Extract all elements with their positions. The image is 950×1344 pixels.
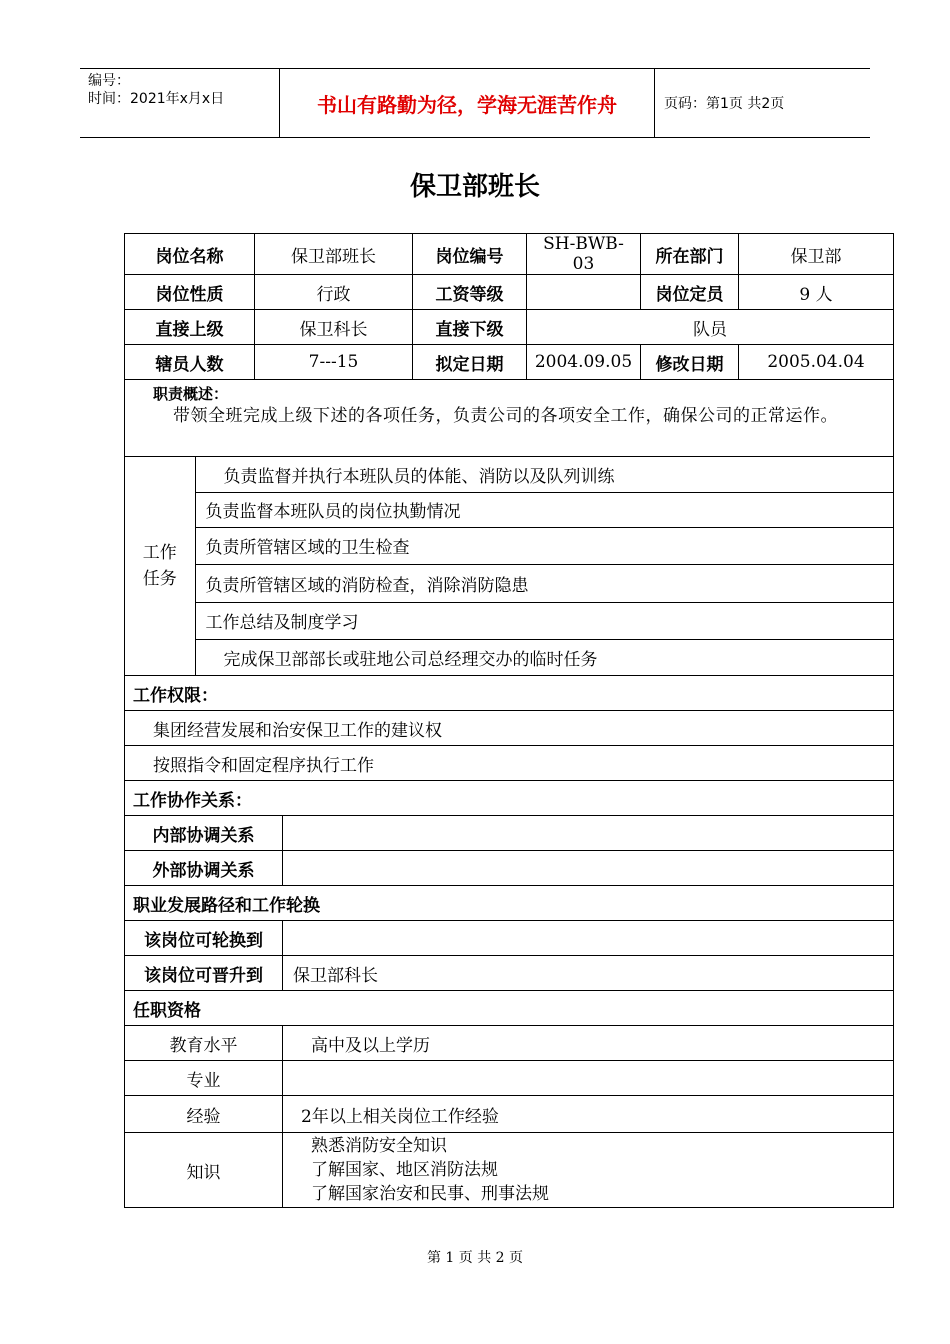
value-superior: 保卫科长 (255, 310, 413, 345)
tasks-table (125, 457, 893, 675)
header-meta (80, 69, 280, 137)
header-date: 时间：2021年x月x日 (88, 91, 225, 107)
authority-item: 集团经营发展和治安保卫工作的建议权 (125, 711, 894, 746)
promotion-label: 该岗位可晋升到 (125, 956, 283, 991)
label-subordinate: 直接下级 (413, 310, 527, 345)
label-position-code: 岗位编号 (413, 234, 527, 275)
task-item: 工作总结及制度学习 (195, 602, 893, 639)
authority-item: 按照指令和固定程序执行工作 (125, 746, 894, 781)
task-item: 负责监督本班队员的岗位执勤情况 (195, 492, 893, 527)
experience-value: 2年以上相关岗位工作经验 (283, 1096, 894, 1133)
experience-label: 经验 (125, 1096, 283, 1133)
tasks-cell (125, 457, 894, 676)
duty-summary-label: 职责概述： (153, 385, 229, 403)
external-coordination-label: 外部协调关系 (125, 851, 283, 886)
value-subordinate: 队员 (693, 319, 727, 340)
header-page-info: 页码：第1页 共2页 (664, 96, 785, 112)
education-value: 高中及以上学历 (283, 1026, 894, 1061)
major-value (283, 1061, 894, 1096)
rotation-value (283, 921, 894, 956)
value-position-nature: 行政 (255, 275, 413, 310)
label-drafted-date: 拟定日期 (413, 345, 527, 380)
value-salary-grade (527, 275, 641, 310)
value-headcount: 9 人 (739, 275, 894, 310)
label-headcount: 岗位定员 (641, 275, 739, 310)
duty-summary-text: 带领全班完成上级下述的各项任务，负责公司的各项安全工作，确保公司的正常运作。 (173, 406, 838, 426)
header-number-label: 编号： (88, 73, 130, 89)
page-footer: 第 1 页 共 2 页 (426, 1250, 524, 1266)
duty-summary-cell (125, 380, 894, 457)
label-staff-count: 辖员人数 (125, 345, 255, 380)
value-position-name: 保卫部班长 (255, 234, 413, 275)
label-revised-date: 修改日期 (641, 345, 739, 380)
label-department: 所在部门 (641, 234, 739, 275)
external-coordination-value (283, 851, 894, 886)
value-staff-count: 7---15 (255, 345, 413, 380)
value-revised-date: 2005.04.04 (739, 345, 894, 380)
tasks-label (125, 457, 195, 675)
label-salary-grade: 工资等级 (413, 275, 527, 310)
education-label: 教育水平 (125, 1026, 283, 1061)
major-label: 专业 (125, 1061, 283, 1096)
task-item: 完成保卫部部长或驻地公司总经理交办的临时任务 (223, 649, 598, 670)
knowledge-label: 知识 (125, 1133, 283, 1208)
label-position-name: 岗位名称 (125, 234, 255, 275)
qualification-label: 任职资格 (125, 991, 894, 1026)
knowledge-cell (283, 1133, 894, 1208)
tasks-label-line-1: 工作 (142, 543, 177, 563)
knowledge-item: 了解国家、地区消防法规 (311, 1160, 498, 1180)
header-motto: 书山有路勤为径，学海无涯苦作舟 (280, 69, 655, 137)
internal-coordination-value (283, 816, 894, 851)
value-department: 保卫部 (739, 234, 894, 275)
subordinate-cell (527, 310, 894, 345)
page-title: 保卫部班长 (409, 172, 540, 202)
label-superior: 直接上级 (125, 310, 255, 345)
cooperation-label: 工作协作关系： (125, 781, 894, 816)
knowledge-item: 了解国家治安和民事、刑事法规 (311, 1184, 549, 1204)
job-description-table (124, 233, 894, 1208)
task-item: 负责监督并执行本班队员的体能、消防以及队列训练 (195, 457, 893, 492)
task-item: 负责所管辖区域的卫生检查 (195, 527, 893, 564)
task-item: 负责所管辖区域的消防检查，消除消防隐患 (195, 564, 893, 602)
knowledge-item: 熟悉消防安全知识 (311, 1136, 447, 1156)
internal-coordination-label: 内部协调关系 (125, 816, 283, 851)
value-drafted-date: 2004.09.05 (527, 345, 641, 380)
value-position-code: SH-BWB-03 (527, 234, 641, 275)
rotation-label: 该岗位可轮换到 (125, 921, 283, 956)
tasks-label-line-2: 任务 (142, 569, 177, 589)
promotion-value: 保卫部科长 (283, 956, 894, 991)
page-header (80, 68, 870, 138)
authority-label: 工作权限： (125, 676, 894, 711)
label-position-nature: 岗位性质 (125, 275, 255, 310)
career-label: 职业发展路径和工作轮换 (125, 886, 894, 921)
